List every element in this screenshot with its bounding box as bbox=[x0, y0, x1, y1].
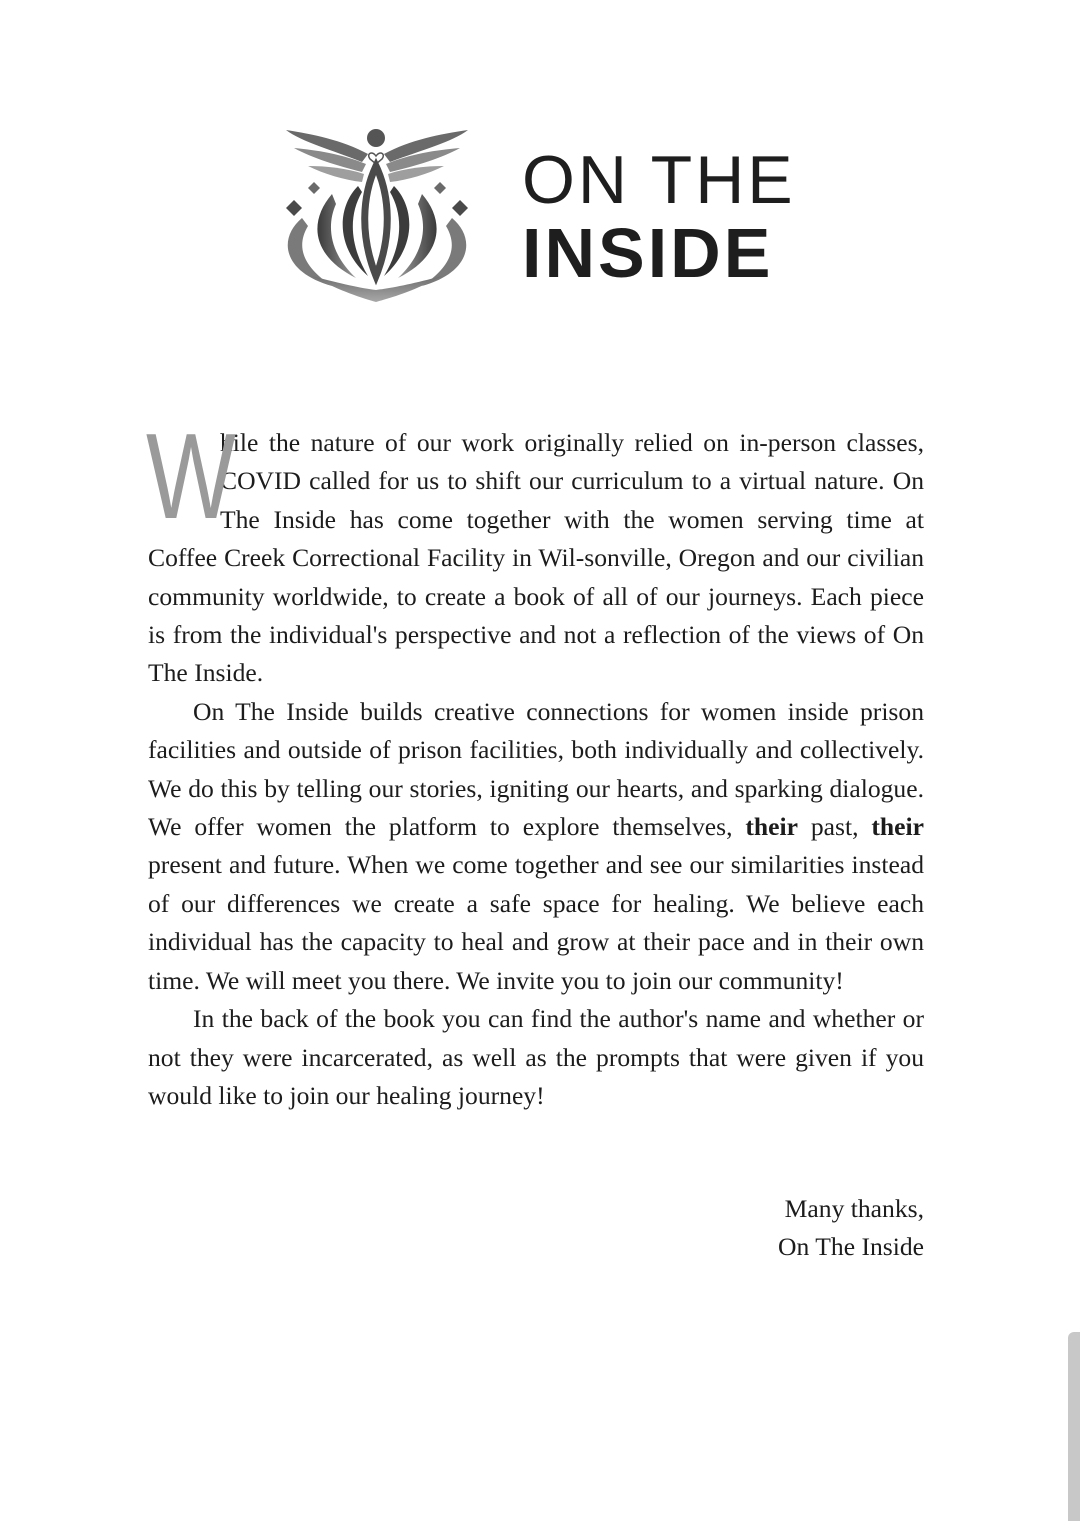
letter-paragraph-2-text-c: present and future. When we come together and see our similarities instead of our differences we create a safe space for healing. We believe each individual has the capacity to heal and grow at their pace and in their own time. We will meet you there. We invite you to join our community! bbox=[148, 850, 924, 995]
letter-paragraph-3: In the back of the book you can find the author's name and whether or not they were incarcerated, as well as the prompts that were given if you would like to join our healing journey! bbox=[148, 1004, 924, 1110]
letter-paragraph-1 bbox=[146, 408, 924, 693]
letter-paragraph-2-text-a: On The Inside builds creative connections for women inside prison facilities and outside of prison facilities, both individually and collectively. We do this by telling our stories, igniting our hearts, and sparking dialogue. We offer women the platform to explore themselves, bbox=[148, 696, 924, 842]
drop-cap: W bbox=[146, 408, 236, 544]
logo-wordmark bbox=[522, 142, 796, 292]
signoff-line-1: Many thanks, bbox=[784, 1194, 924, 1223]
letter-body bbox=[146, 408, 924, 1115]
letter-paragraph-2 bbox=[148, 693, 924, 1000]
emphasis-their-1: their bbox=[745, 812, 798, 842]
signoff-line-2: On The Inside bbox=[778, 1232, 924, 1262]
logo-wordmark-line1: ON THE bbox=[522, 142, 796, 218]
logo-wordmark-line2: INSIDE bbox=[522, 214, 774, 292]
emphasis-their-2: their bbox=[871, 812, 924, 842]
letter-paragraph-1-text: hile the nature of our work originally relied on in-person classes, COVID called for us to shift our curriculum to a virtual nature. On The Inside has come together with the women serving time at Coffee Creek Correctional Facility in Wil-sonville, Oregon and our civilian community worldwide, to create a book of all of our journeys. Each piece is from the individual's perspective and not a reflection of the views of On The Inside. bbox=[148, 428, 924, 688]
signoff bbox=[778, 1190, 924, 1267]
lotus-figure-icon bbox=[272, 126, 482, 304]
letter-paragraph-2-text-b: past, bbox=[797, 812, 872, 842]
logo bbox=[272, 126, 812, 306]
scrollbar-thumb[interactable] bbox=[1068, 1332, 1080, 1521]
